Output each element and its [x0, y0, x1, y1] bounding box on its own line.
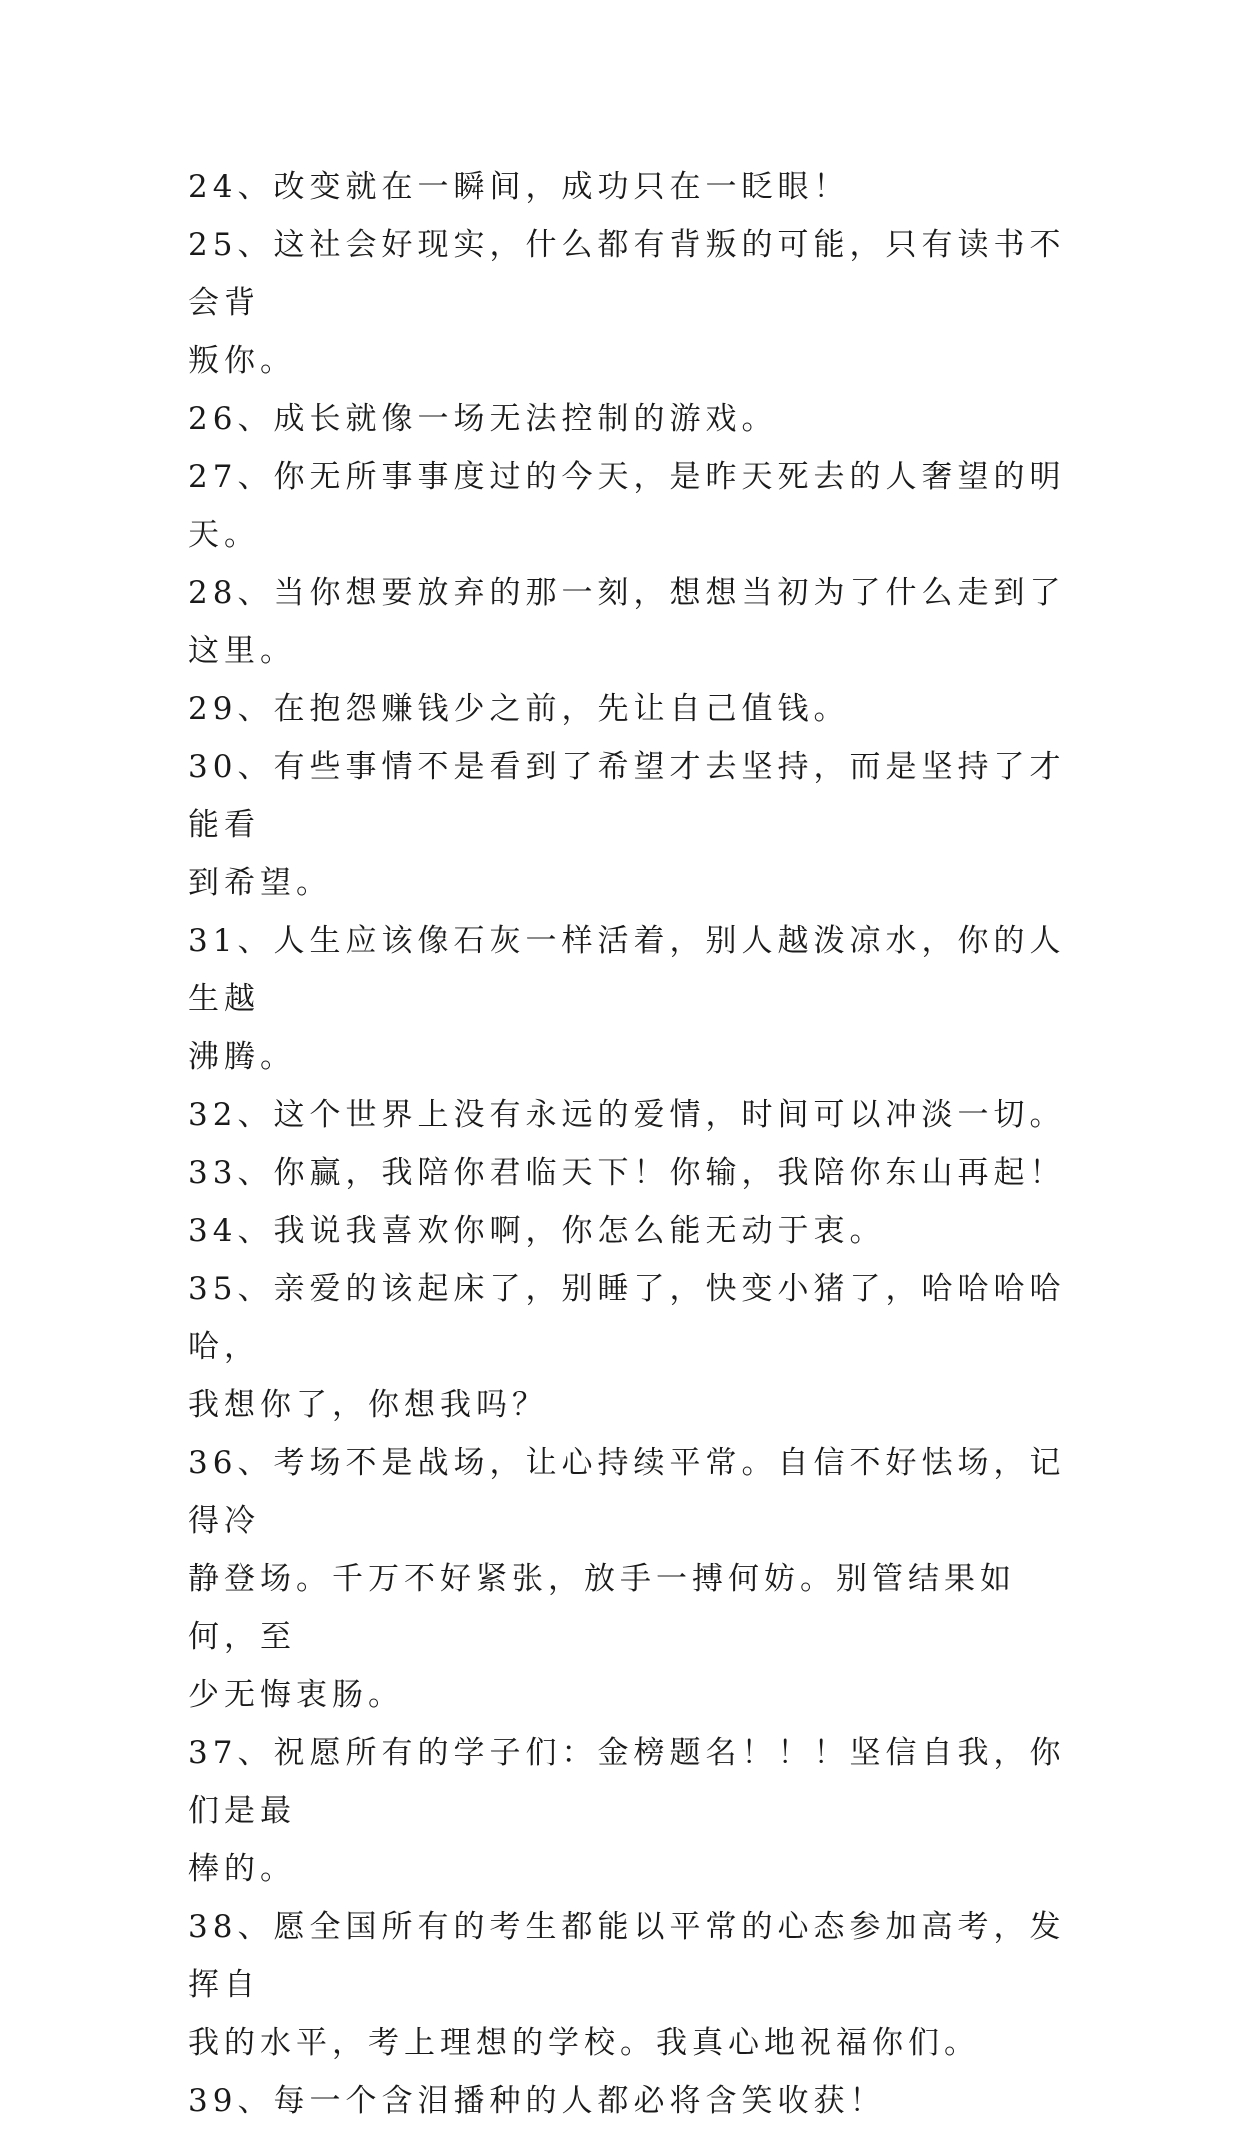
list-item [188, 1898, 1068, 2072]
list-item [188, 1202, 1068, 1260]
text-line: 25、这社会好现实，什么都有背叛的可能，只有读书不会背 [188, 227, 1066, 321]
text-line: 36、考场不是战场，让心持续平常。自信不好怯场，记得冷 [188, 1445, 1066, 1539]
document-page [188, 158, 1068, 2130]
text-line: 30、有些事情不是看到了希望才去坚持，而是坚持了才能看 [188, 749, 1066, 843]
text-line: 38、愿全国所有的考生都能以平常的心态参加高考，发挥自 [188, 1909, 1066, 2003]
list-item [188, 1144, 1068, 1202]
text-line: 沸腾。 [188, 1039, 296, 1075]
text-line: 32、这个世界上没有永远的爱情，时间可以冲淡一切。 [188, 1097, 1066, 1133]
list-item [188, 1724, 1068, 1898]
text-line: 37、祝愿所有的学子们：金榜题名！！！坚信自我，你们是最 [188, 1735, 1066, 1829]
text-line: 我想你了，你想我吗？ [188, 1387, 548, 1423]
text-line: 我的水平，考上理想的学校。我真心地祝福你们。 [188, 2025, 980, 2061]
text-line: 27、你无所事事度过的今天，是昨天死去的人奢望的明天。 [188, 459, 1066, 553]
text-line: 39、每一个含泪播种的人都必将含笑收获！ [188, 2083, 886, 2119]
list-item [188, 448, 1068, 564]
list-item [188, 680, 1068, 738]
list-item [188, 158, 1068, 216]
list-item [188, 1086, 1068, 1144]
list-item [188, 738, 1068, 912]
text-line: 31、人生应该像石灰一样活着，别人越泼凉水，你的人生越 [188, 923, 1066, 1017]
list-item [188, 564, 1068, 680]
list-item [188, 912, 1068, 1086]
text-line: 24、改变就在一瞬间，成功只在一眨眼！ [188, 169, 850, 205]
list-item [188, 216, 1068, 390]
text-line: 到希望。 [188, 865, 332, 901]
text-line: 34、我说我喜欢你啊，你怎么能无动于衷。 [188, 1213, 886, 1249]
list-item [188, 390, 1068, 448]
text-line: 28、当你想要放弃的那一刻，想想当初为了什么走到了这里。 [188, 575, 1066, 669]
text-line: 棒的。 [188, 1851, 296, 1887]
text-line: 少无悔衷肠。 [188, 1677, 404, 1713]
text-line: 33、你赢，我陪你君临天下！你输，我陪你东山再起！ [188, 1155, 1066, 1191]
text-line: 叛你。 [188, 343, 296, 379]
text-line: 29、在抱怨赚钱少之前，先让自己值钱。 [188, 691, 850, 727]
list-item [188, 1260, 1068, 1434]
text-line: 35、亲爱的该起床了，别睡了，快变小猪了，哈哈哈哈哈， [188, 1271, 1066, 1365]
text-line: 静登场。千万不好紧张，放手一搏何妨。别管结果如何，至 [188, 1561, 1016, 1655]
list-item [188, 1434, 1068, 1724]
text-line: 26、成长就像一场无法控制的游戏。 [188, 401, 778, 437]
list-item [188, 2072, 1068, 2130]
